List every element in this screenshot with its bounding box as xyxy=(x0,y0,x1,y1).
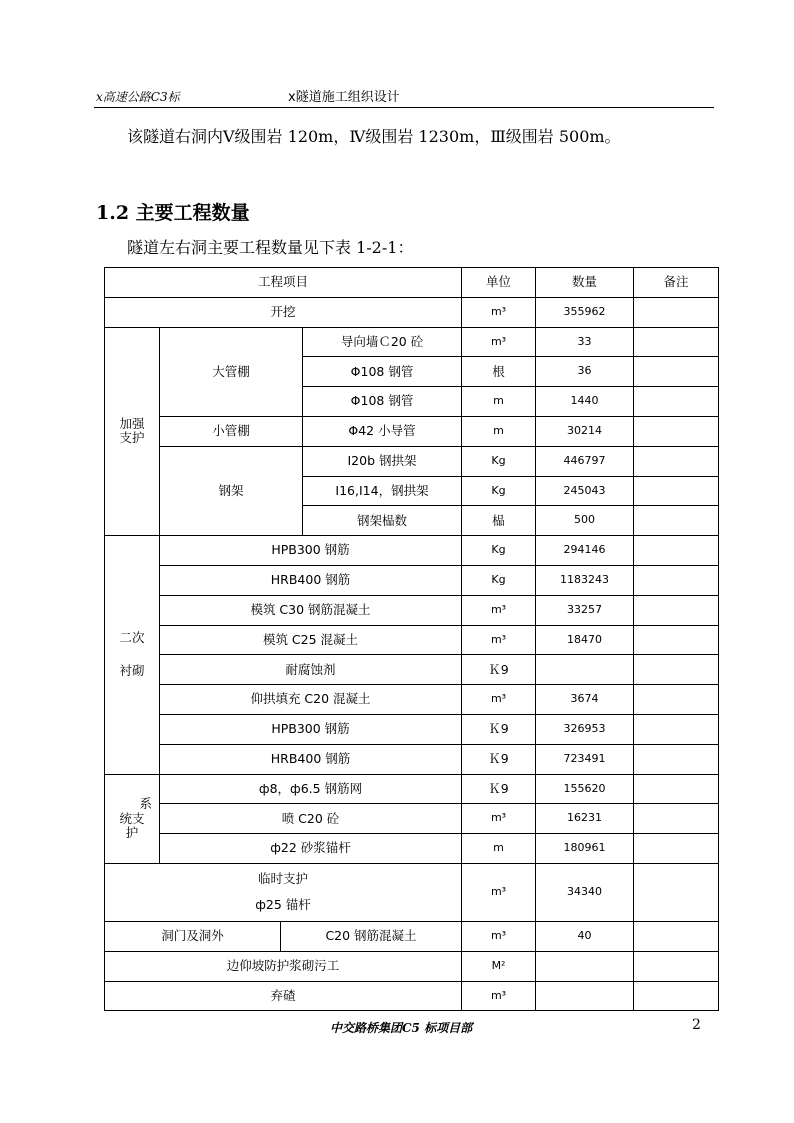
qty-cell: 155620 xyxy=(536,774,634,804)
note-cell xyxy=(634,536,719,566)
unit-cell: m³ xyxy=(462,297,536,327)
qty-cell: 18470 xyxy=(536,625,634,655)
note-cell xyxy=(634,416,719,446)
note-cell xyxy=(634,981,719,1011)
note-cell xyxy=(634,506,719,536)
item-cell: 耐腐蚀剂 xyxy=(160,655,462,685)
qty-cell: 33 xyxy=(536,327,634,357)
item-cell: 喷 C20 砼 xyxy=(160,804,462,834)
note-cell xyxy=(634,834,719,864)
note-cell xyxy=(634,951,719,981)
qty-cell: 1440 xyxy=(536,387,634,417)
note-cell xyxy=(634,387,719,417)
table-header-row xyxy=(105,268,719,298)
note-cell xyxy=(634,625,719,655)
note-cell xyxy=(634,804,719,834)
qty-cell: 34340 xyxy=(536,863,634,921)
unit-cell: Kg xyxy=(462,536,536,566)
qty-cell xyxy=(536,655,634,685)
item-cell: HRB400 钢筋 xyxy=(160,744,462,774)
item-cell: ф22 砂浆锚杆 xyxy=(160,834,462,864)
table-row xyxy=(105,327,719,357)
group-label-part: 二次 xyxy=(119,630,145,646)
qty-cell: 500 xyxy=(536,506,634,536)
note-cell xyxy=(634,476,719,506)
group-label-part: 统支 xyxy=(119,810,145,826)
group-label-part: 护 xyxy=(125,824,139,840)
item-cell: HPB300 钢筋 xyxy=(160,714,462,744)
table-row xyxy=(105,685,719,715)
table-row xyxy=(105,834,719,864)
header-document-title: x隧道施工组织设计 xyxy=(288,90,400,105)
group-cell-portal: 洞门及洞外 xyxy=(105,921,281,951)
unit-cell: m³ xyxy=(462,804,536,834)
unit-cell: Ｋ9 xyxy=(462,655,536,685)
item-cell: 弃碴 xyxy=(105,981,462,1011)
item-label-part: 临时支护 xyxy=(258,871,309,887)
unit-cell: m xyxy=(462,416,536,446)
subgroup-cell-steel-frame: 钢架 xyxy=(160,446,303,535)
header-rule xyxy=(94,107,714,108)
table-row xyxy=(105,595,719,625)
qty-cell: 355962 xyxy=(536,297,634,327)
note-cell xyxy=(634,446,719,476)
item-cell: Φ108 钢管 xyxy=(303,357,462,387)
footer-organization: 中交路桥集团C5 标项目部 xyxy=(330,1021,473,1035)
qty-cell: 30214 xyxy=(536,416,634,446)
unit-cell: Kg xyxy=(462,565,536,595)
header-qty: 数量 xyxy=(536,268,634,298)
item-cell: 仰拱填充 C20 混凝土 xyxy=(160,685,462,715)
unit-cell: m³ xyxy=(462,685,536,715)
qty-cell: 180961 xyxy=(536,834,634,864)
header-note: 备注 xyxy=(634,268,719,298)
group-cell-secondary-lining xyxy=(105,536,160,774)
note-cell xyxy=(634,297,719,327)
subgroup-cell-large-pipe-shed: 大管棚 xyxy=(160,327,303,416)
table-row xyxy=(105,297,719,327)
group-label-part: 衬砌 xyxy=(119,662,145,678)
qty-cell: 36 xyxy=(536,357,634,387)
table-row xyxy=(105,774,719,804)
item-cell: HRB400 钢筋 xyxy=(160,565,462,595)
item-cell: ф8，ф6.5 钢筋网 xyxy=(160,774,462,804)
note-cell xyxy=(634,655,719,685)
table-row xyxy=(105,714,719,744)
note-cell xyxy=(634,921,719,951)
unit-cell: m³ xyxy=(462,625,536,655)
header-unit: 单位 xyxy=(462,268,536,298)
table-row xyxy=(105,744,719,774)
item-cell: C20 钢筋混凝土 xyxy=(281,921,462,951)
table-row xyxy=(105,804,719,834)
unit-cell: 榀 xyxy=(462,506,536,536)
item-label-part: ф25 锚杆 xyxy=(255,897,311,913)
qty-cell: 326953 xyxy=(536,714,634,744)
qty-cell: 1183243 xyxy=(536,565,634,595)
qty-cell: 3674 xyxy=(536,685,634,715)
page-number: 2 xyxy=(692,1017,701,1033)
group-cell-reinforced-support: 加强支护 xyxy=(105,327,160,536)
item-cell: Φ42 小导管 xyxy=(303,416,462,446)
unit-cell: m³ xyxy=(462,327,536,357)
unit-cell: M² xyxy=(462,951,536,981)
unit-cell: Ｋ9 xyxy=(462,744,536,774)
qty-cell: 245043 xyxy=(536,476,634,506)
item-cell: HPB300 钢筋 xyxy=(160,536,462,566)
table-row xyxy=(105,625,719,655)
note-cell xyxy=(634,685,719,715)
quantity-table xyxy=(104,267,719,1011)
unit-cell: 根 xyxy=(462,357,536,387)
table-row xyxy=(105,921,719,951)
table-row xyxy=(105,416,719,446)
unit-cell: m xyxy=(462,387,536,417)
note-cell xyxy=(634,327,719,357)
table-row xyxy=(105,981,719,1011)
item-cell-temporary-support xyxy=(105,863,462,921)
note-cell xyxy=(634,565,719,595)
qty-cell: 294146 xyxy=(536,536,634,566)
item-cell: 边仰坡防护浆砌污工 xyxy=(105,951,462,981)
intro-paragraph: 该隧道右洞内Ⅴ级围岩 120m，Ⅳ级围岩 1230m，Ⅲ级围岩 500m。 xyxy=(127,127,621,146)
note-cell xyxy=(634,863,719,921)
note-cell xyxy=(634,714,719,744)
table-row xyxy=(105,655,719,685)
unit-cell: Ｋ9 xyxy=(462,774,536,804)
unit-cell: m³ xyxy=(462,921,536,951)
table-row xyxy=(105,446,719,476)
item-cell: 钢架榀数 xyxy=(303,506,462,536)
item-cell: 导向墙Ｃ20 砼 xyxy=(303,327,462,357)
note-cell xyxy=(634,744,719,774)
unit-cell: Ｋ9 xyxy=(462,714,536,744)
table-row xyxy=(105,565,719,595)
item-cell: Φ108 钢管 xyxy=(303,387,462,417)
qty-cell: 33257 xyxy=(536,595,634,625)
table-row xyxy=(105,536,719,566)
qty-cell: 40 xyxy=(536,921,634,951)
qty-cell: 446797 xyxy=(536,446,634,476)
unit-cell: m³ xyxy=(462,595,536,625)
item-cell: 模筑 C25 混凝土 xyxy=(160,625,462,655)
section-heading: 1.2 主要工程数量 xyxy=(96,202,250,224)
unit-cell: m³ xyxy=(462,981,536,1011)
unit-cell: m xyxy=(462,834,536,864)
table-row xyxy=(105,951,719,981)
table-lead-text: 隧道左右洞主要工程数量见下表 1-2-1： xyxy=(127,238,414,257)
group-cell-system-support: 系 统支 护 xyxy=(105,774,160,863)
unit-cell: m³ xyxy=(462,863,536,921)
qty-cell xyxy=(536,951,634,981)
note-cell xyxy=(634,357,719,387)
qty-cell xyxy=(536,981,634,1011)
item-cell: I16,I14，钢拱架 xyxy=(303,476,462,506)
subgroup-cell-small-pipe-shed: 小管棚 xyxy=(160,416,303,446)
item-cell: 开挖 xyxy=(105,297,462,327)
header-project-name: x高速公路C3标 xyxy=(96,90,180,104)
unit-cell: Kg xyxy=(462,446,536,476)
note-cell xyxy=(634,774,719,804)
header-item: 工程项目 xyxy=(105,268,462,298)
item-cell: 模筑 C30 钢筋混凝土 xyxy=(160,595,462,625)
note-cell xyxy=(634,595,719,625)
qty-cell: 16231 xyxy=(536,804,634,834)
item-cell: I20b 钢拱架 xyxy=(303,446,462,476)
table-row xyxy=(105,863,719,921)
unit-cell: Kg xyxy=(462,476,536,506)
qty-cell: 723491 xyxy=(536,744,634,774)
